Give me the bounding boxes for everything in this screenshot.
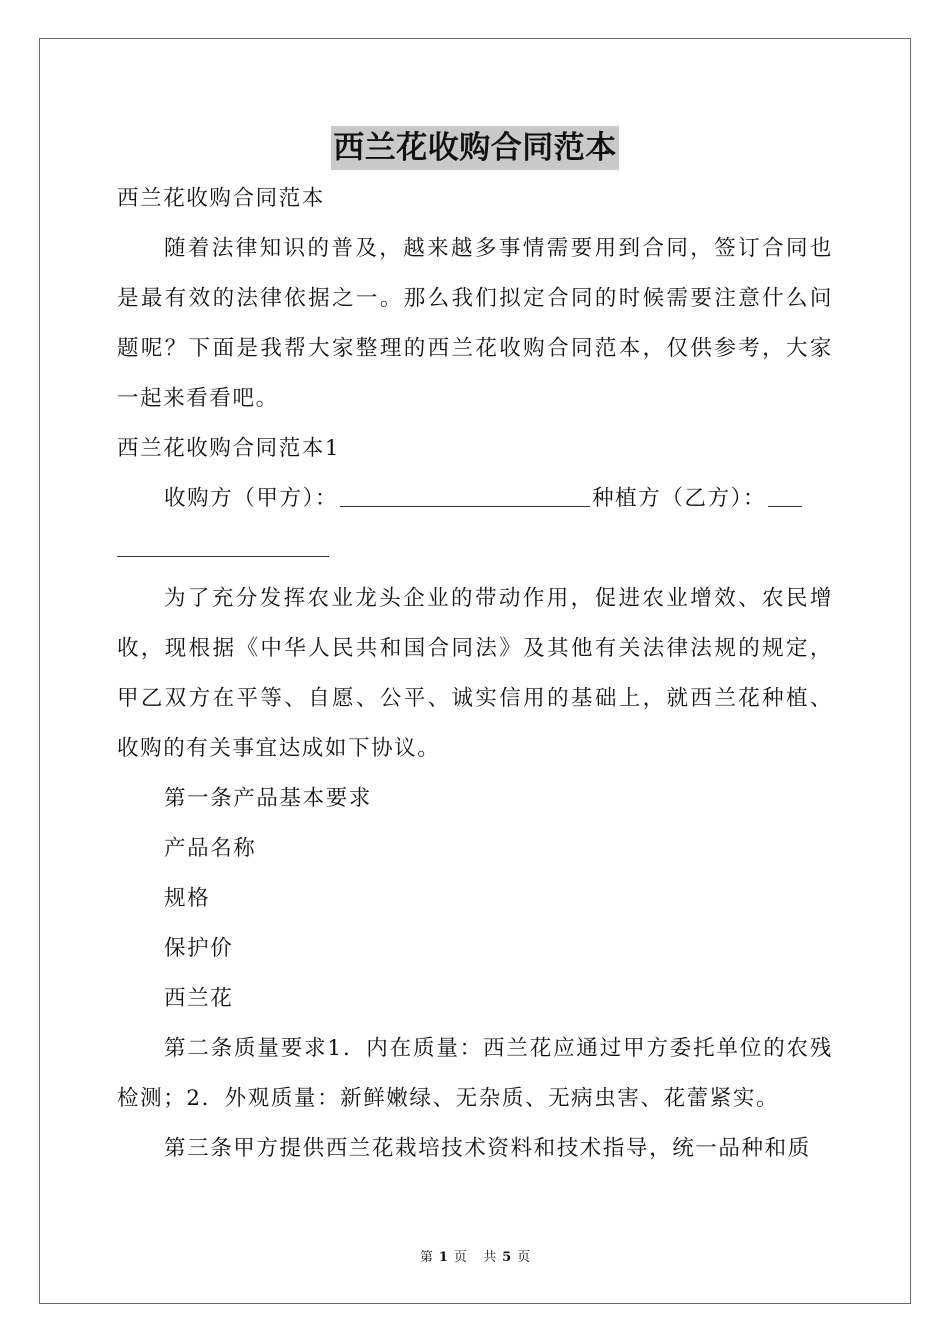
page-footer <box>0 1246 950 1265</box>
parties-line <box>117 474 833 524</box>
article-1: 第一条产品基本要求 <box>164 786 372 811</box>
party-b-label: 种植方（乙方）： <box>592 486 767 511</box>
title-container <box>0 126 950 170</box>
intro-paragraph: 随着法律知识的普及，越来越多事情需要用到合同，签订合同也是最有效的法律依据之一。那么我们拟定合同的时候需要注意什么问题呢？下面是我帮大家整理的西兰花收购合同范本，仅供参考，大家一起来看看吧。 <box>117 236 833 411</box>
document-title: 西兰花收购合同范本 <box>331 126 619 170</box>
product-name-label: 产品名称 <box>164 836 257 861</box>
party-a-label: 收购方（甲方）： <box>164 486 339 511</box>
spec-label: 规格 <box>164 886 211 911</box>
protect-price-label: 保护价 <box>164 936 234 961</box>
party-b-blank <box>768 482 802 507</box>
article-2: 第二条质量要求1．内在质量：西兰花应通过甲方委托单位的农残检测；2．外观质量：新鲜嫩绿、无杂质、无病虫害、花蕾紧实。 <box>117 1036 833 1111</box>
section-heading: 西兰花收购合同范本1 <box>117 436 341 461</box>
article-3: 第三条甲方提供西兰花栽培技术资料和技术指导，统一品种和质 <box>164 1136 811 1161</box>
product-value: 西兰花 <box>164 986 234 1011</box>
party-b-blank-continued <box>117 532 329 557</box>
party-a-blank <box>340 482 590 507</box>
document-body <box>117 174 833 1174</box>
subtitle: 西兰花收购合同范本 <box>117 186 325 211</box>
page-number: 第 1 页 <box>419 1250 467 1265</box>
party-b-blank-line <box>117 524 833 574</box>
preamble-paragraph: 为了充分发挥农业龙头企业的带动作用，促进农业增效、农民增收，现根据《中华人民共和国合同法》及其他有关法律法规的规定，甲乙双方在平等、自愿、公平、诚实信用的基础上，就西兰花种植、收购的有关事宜达成如下协议。 <box>117 586 833 761</box>
total-pages: 共 5 页 <box>483 1250 531 1265</box>
